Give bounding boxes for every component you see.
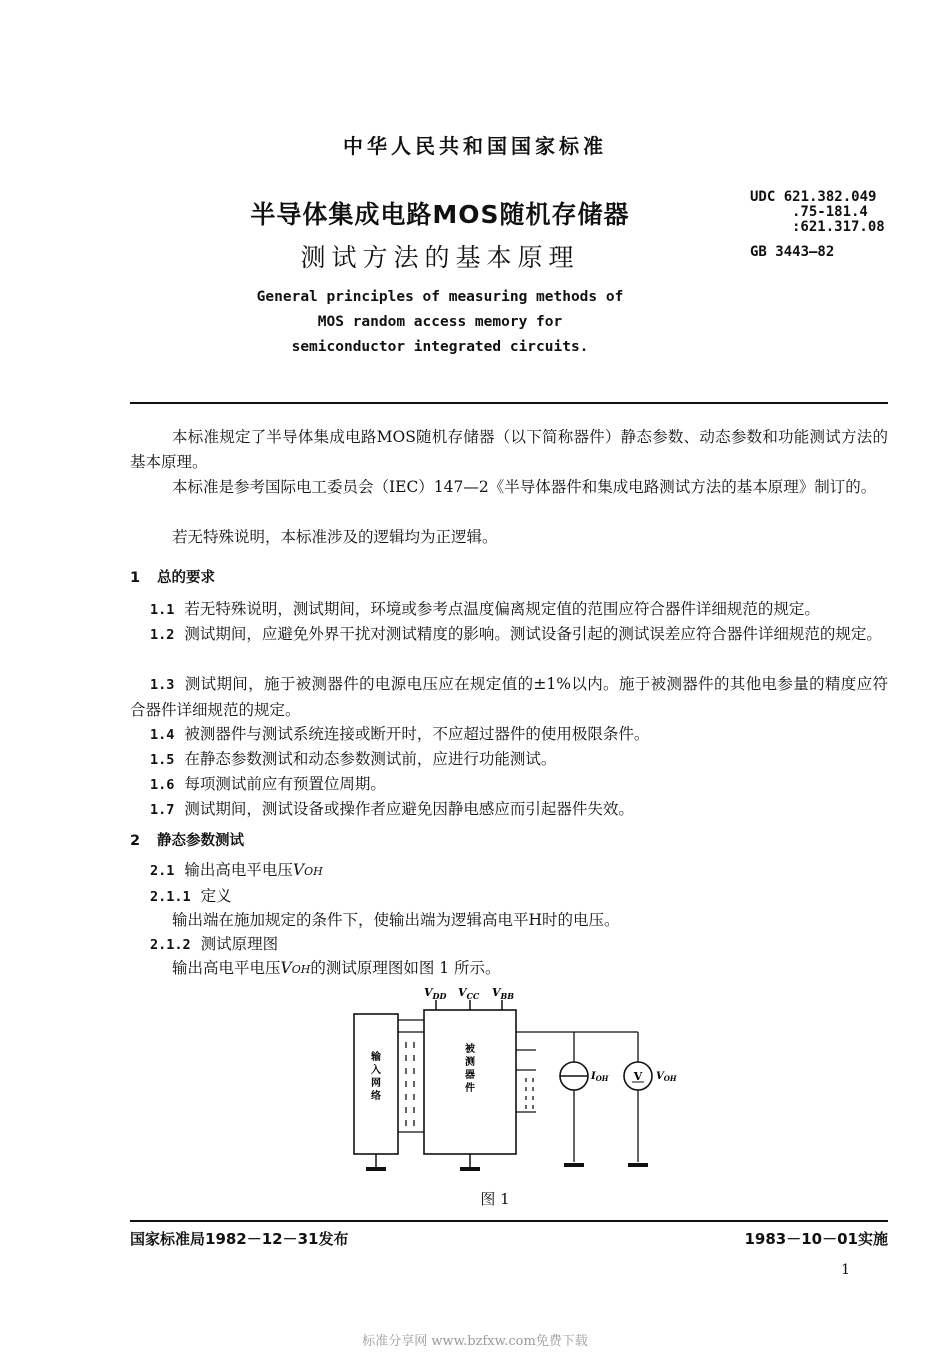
test-circuit-diagram	[340, 982, 700, 1182]
title-line-1: 半导体集成电路MOS随机存储器	[250, 200, 630, 229]
input-network-label: 输入网络	[371, 1052, 381, 1102]
clause-2-1-2-text	[172, 956, 501, 982]
clause-1-5	[150, 747, 556, 773]
vbb-label: $V_{BB}$	[492, 986, 515, 1001]
udc-line-3: :621.317.08	[792, 219, 885, 235]
clause-2-1-2	[150, 932, 278, 958]
section-1-heading	[130, 565, 215, 591]
english-title-line-3: semiconductor integrated circuits.	[291, 339, 589, 355]
issued-date: 国家标准局1982－12－31发布	[130, 1230, 349, 1248]
bottom-divider	[130, 1220, 888, 1222]
clause-2-1-1-text: 输出端在施加规定的条件下，使输出端为逻辑高电平H时的电压。	[172, 911, 620, 929]
intro-paragraph-3: 若无特殊说明，本标准涉及的逻辑均为正逻辑。	[172, 528, 498, 546]
ioh-label: $I_{OH}$	[591, 1071, 609, 1083]
clause-2-1-1	[150, 884, 232, 910]
section-1-number: 1	[130, 570, 141, 586]
clause-1-2	[130, 622, 888, 648]
clause-1-2-text: 测试期间，应避免外界干扰对测试精度的影响。测试设备引起的测试误差应符合器件详细规范的规定。	[184, 625, 882, 643]
clause-1-2-number: 1.2	[150, 627, 175, 643]
udc-line-2: .75-181.4	[792, 204, 868, 220]
section-2-number: 2	[130, 833, 141, 849]
clause-1-4-number: 1.4	[150, 727, 175, 743]
intro-paragraph-1: 本标准规定了半导体集成电路MOS随机存储器（以下简称器件）静态参数、动态参数和功能测试方法的基本原理。	[130, 428, 888, 471]
clause-1-6-text: 每项测试前应有预置位周期。	[184, 775, 386, 793]
clause-1-1-number: 1.1	[150, 602, 175, 618]
watermark-text: 标准分享网 www.bzfxw.com免费下载	[362, 1334, 588, 1349]
voltmeter-symbol: V	[633, 1070, 643, 1083]
title-line-2: 测试方法的基本原理	[300, 243, 580, 272]
figure-caption: 图 1	[480, 1190, 510, 1208]
clause-2-1	[150, 858, 323, 884]
effective-date: 1983－10－01实施	[744, 1230, 888, 1248]
top-divider	[130, 402, 888, 404]
voh-subscript: OH	[304, 865, 323, 878]
clause-2-1-1-title: 定义	[200, 887, 232, 905]
voh-symbol: V	[292, 861, 305, 879]
intro-paragraph-2: 本标准是参考国际电工委员会（IEC）147—2《半导体器件和集成电路测试方法的基本原理》制订的。	[172, 478, 877, 496]
page-number: 1	[841, 1262, 850, 1278]
vdd-label: $V_{DD}$	[424, 986, 447, 1001]
voh-symbol-ref: V	[280, 959, 292, 977]
clause-1-7-text: 测试期间，测试设备或操作者应避免因静电感应而引起器件失效。	[184, 800, 634, 818]
clause-1-3	[130, 672, 888, 723]
clause-2-1-2-text-b: 的测试原理图如图 1 所示。	[310, 959, 501, 977]
clause-2-1-number: 2.1	[150, 863, 175, 879]
section-2-title: 静态参数测试	[157, 833, 245, 849]
clause-1-4-text: 被测器件与测试系统连接或断开时，不应超过器件的使用极限条件。	[184, 725, 650, 743]
clause-1-3-number: 1.3	[150, 677, 175, 693]
clause-1-3-text: 测试期间，施于被测器件的电源电压应在规定值的±1%以内。施于被测器件的其他电参量的精度应符合器件详细规范的规定。	[130, 675, 888, 719]
clause-1-5-number: 1.5	[150, 752, 175, 768]
voh-subscript-ref: OH	[291, 963, 311, 976]
udc-code	[750, 190, 885, 235]
dut-label: 被测器件	[465, 1044, 475, 1094]
gb-number: GB 3443—82	[750, 244, 835, 260]
clause-1-6	[150, 772, 386, 798]
udc-line-1: UDC 621.382.049	[750, 189, 877, 205]
voh-label: $V_{OH}$	[656, 1071, 677, 1083]
clause-1-1-text: 若无特殊说明，测试期间，环境或参考点温度偏离规定值的范围应符合器件详细规范的规定。	[184, 600, 820, 618]
section-1-title: 总的要求	[157, 570, 216, 586]
national-standard-heading: 中华人民共和国国家标准	[343, 134, 607, 158]
clause-2-1-2-text-a: 输出高电平电压	[172, 959, 281, 977]
clause-1-1	[130, 597, 888, 623]
dut-box	[424, 1010, 516, 1154]
english-title-line-1: General principles of measuring methods of	[256, 289, 624, 305]
clause-2-1-2-title: 测试原理图	[200, 935, 279, 953]
clause-2-1-1-number: 2.1.1	[150, 889, 191, 905]
vcc-label: $V_{CC}$	[458, 986, 480, 1001]
clause-2-1-title: 输出高电平电压	[184, 861, 293, 879]
clause-1-6-number: 1.6	[150, 777, 175, 793]
clause-1-5-text: 在静态参数测试和动态参数测试前，应进行功能测试。	[184, 750, 557, 768]
section-2-heading	[130, 828, 244, 854]
clause-2-1-2-number: 2.1.2	[150, 937, 191, 953]
clause-1-7-number: 1.7	[150, 802, 175, 818]
english-title-line-2: MOS random access memory for	[317, 314, 563, 330]
clause-1-7	[150, 797, 634, 823]
clause-1-4	[150, 722, 649, 748]
